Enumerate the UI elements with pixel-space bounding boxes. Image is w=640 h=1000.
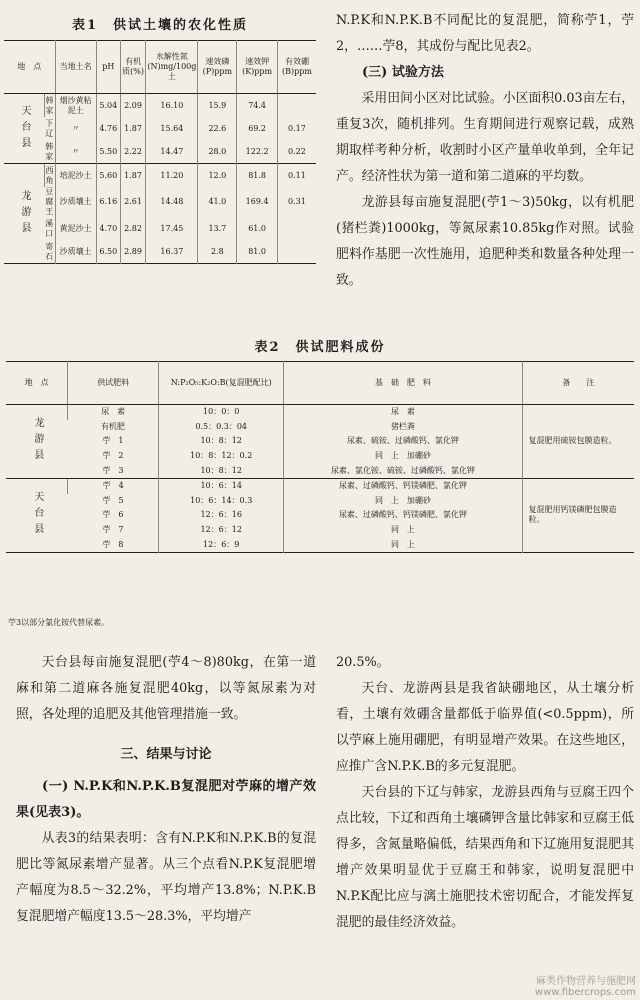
table-cell: 4.70 <box>96 217 120 240</box>
table2-header: 备 注 <box>522 362 634 405</box>
table-cell: 尿 素 <box>284 405 522 420</box>
paragraph: 20.5%。 <box>336 655 390 670</box>
table1-header: 有效硼(B)ppm <box>277 41 316 94</box>
table-cell: 溪口 <box>45 218 54 238</box>
table-cell: 2.22 <box>120 140 146 164</box>
table2-header: 供试肥料 <box>68 362 159 405</box>
table-cell: 5.50 <box>96 140 120 164</box>
table-cell: 尿 素 <box>68 405 159 420</box>
table-cell: 0.11 <box>277 164 316 188</box>
table2-county: 龙游县 <box>6 405 68 479</box>
table-cell: 5.60 <box>96 164 120 188</box>
table-cell: 苧 1 <box>102 436 124 446</box>
table-cell: 17.45 <box>146 217 198 240</box>
table-cell: 同 上 <box>284 537 522 552</box>
table-cell: 13.7 <box>198 217 237 240</box>
table-row <box>4 164 316 188</box>
table-cell: 11.20 <box>146 164 198 188</box>
table-cell: 0.22 <box>277 140 316 164</box>
table2-county: 天台县 <box>6 478 68 552</box>
table-cell: 韩家 <box>45 141 54 161</box>
table-cell: 苧 3 <box>102 465 124 475</box>
table-row <box>6 405 634 420</box>
paragraph: 采用田间小区对比试验。小区面积0.03亩左右，重复3次，随机排列。生育期间进行观察记载，成熟期取样考种分析，收割时小区产量单收单到，全年记产。经济性状为第一道和第二道麻的平均数。 <box>336 91 634 184</box>
table-cell: 16.10 <box>146 94 198 118</box>
table2-header: 地 点 <box>6 362 68 405</box>
table2-footnote: 苧3以部分氯化铵代替尿素。 <box>8 618 110 627</box>
table-cell: 12：6：9 <box>159 537 284 552</box>
table-cell: 16.37 <box>146 240 198 264</box>
table-cell: 〃 <box>55 117 96 140</box>
table-cell: 苧 4 <box>68 478 159 493</box>
table-cell: 10：8：12 <box>159 434 284 449</box>
table1-header: 水解性氮(N)mg/100g土 <box>146 41 198 94</box>
table-cell: 同 上 加硼砂 <box>284 449 522 464</box>
table-cell: 10：6：14 <box>159 478 284 493</box>
table1-header-row <box>4 41 316 94</box>
table-cell: 1.87 <box>120 117 146 140</box>
table-cell: 尿素、过磷酸钙、钙镁磷肥、氯化钾 <box>284 508 522 523</box>
table1 <box>4 40 316 264</box>
table-cell: 10：0：0 <box>159 405 284 420</box>
table1-header: 速效磷(P)ppm <box>198 41 237 94</box>
table-row <box>4 187 316 217</box>
table-cell: 苧 8 <box>102 539 124 549</box>
table-cell: 培泥沙土 <box>55 164 96 188</box>
table-cell: 0.17 <box>277 117 316 140</box>
table-row <box>4 117 316 140</box>
table-cell: 12：6：16 <box>159 508 284 523</box>
table-cell: 2.09 <box>120 94 146 118</box>
table-cell: 猪栏粪 <box>284 420 522 435</box>
table2-note: 复混肥用硫铵包膜造粒。 <box>522 405 634 479</box>
table-cell: 尿素、硫铵、过磷酸钙、氯化钾 <box>284 434 522 449</box>
table-cell: 烟沙黄粘泥土 <box>55 94 96 118</box>
table-cell: 苧 2 <box>102 451 124 461</box>
table1-county: 天台县 <box>4 94 44 164</box>
table1-county: 龙游县 <box>4 164 44 264</box>
paragraph: 天台县的下辽与韩家，龙游县西角与豆腐王四个点比较，下辽和西角土壤磷钾含量比韩家和豆腐王低得多，含氮量略偏低，结果西角和下辽施用复混肥其增产效果明显优于豆腐王和韩家，说明复混肥中N.P.K配比应与漓土施肥技术密切配合，才能发挥复混肥的最佳经济效益。 <box>336 785 634 930</box>
table-cell: 4.76 <box>96 117 120 140</box>
table-row <box>4 217 316 240</box>
table-cell <box>277 94 316 118</box>
watermark: 麻类作物营养与施肥网 www.fibercrops.com <box>534 976 636 998</box>
bottom-right-text <box>336 650 634 936</box>
table-cell: 0.5：0.3：04 <box>159 420 284 435</box>
table1-header: 有机质(%) <box>120 41 146 94</box>
table-cell: 12.0 <box>198 164 237 188</box>
table-cell: 10：6：14：0.3 <box>159 494 284 509</box>
table-cell <box>277 217 316 240</box>
paragraph: 天台、龙游两县是我省缺硼地区，从土壤分析看，土壤有效硼含量都低于临界值(<0.5ppm)，所以苧麻上施用硼肥，有明显增产效果。在这些地区，应推广含N.P.K.B的多元复混肥。 <box>336 681 634 774</box>
table-cell: 2.8 <box>198 240 237 264</box>
paragraph: N.P.K和N.P.K.B不同配比的复混肥，简称苧1，苧2，……苧8，其成份与配比见表2。 <box>336 13 634 54</box>
table-cell: 5.04 <box>96 94 120 118</box>
subsection-heading: (一) N.P.K和N.P.K.B复混肥对苧麻的增产效果(见表3)。 <box>16 779 316 820</box>
table-cell: 10：8：12 <box>159 463 284 478</box>
table-cell: 41.0 <box>198 187 237 217</box>
table-cell: 尿素、氯化铵、硫铵、过磷酸钙、氯化钾 <box>284 463 522 478</box>
paragraph: 天台县每亩施复混肥(苧4～8)80kg，在第一道麻和第二道麻各施复混肥40kg，以等氮尿素为对照，各处理的追肥及其他管理措施一致。 <box>16 655 316 722</box>
table-cell: 169.4 <box>237 187 278 217</box>
table-cell: 尿素、过磷酸钙、钙镁磷肥、氯化钾 <box>284 478 522 493</box>
table-cell: 沙质壤土 <box>55 187 96 217</box>
table-row <box>4 140 316 164</box>
table-cell: 同 上 <box>284 523 522 538</box>
table-cell: 同 上 加硼砂 <box>284 494 522 509</box>
right-top-text <box>336 8 634 294</box>
table-cell: 寄石 <box>45 241 54 261</box>
table-cell: 黄泥沙土 <box>55 217 96 240</box>
table-cell: 2.61 <box>120 187 146 217</box>
table-row <box>4 94 316 118</box>
table-cell: 6.50 <box>96 240 120 264</box>
table-cell: 15.64 <box>146 117 198 140</box>
table-cell: 沙质壤土 <box>55 240 96 264</box>
table-cell: 12：6：12 <box>159 523 284 538</box>
table-cell: 81.8 <box>237 164 278 188</box>
bottom-left-text <box>16 650 316 930</box>
table-cell: 1.87 <box>120 164 146 188</box>
table-cell: 69.2 <box>237 117 278 140</box>
table-row <box>4 240 316 264</box>
section-heading: 三、结果与讨论 <box>120 747 212 762</box>
table-cell: 下辽 <box>45 118 54 138</box>
table1-header: 当地土名 <box>55 41 96 94</box>
table-cell: 10：8：12：0.2 <box>159 449 284 464</box>
table-cell: 韩家 <box>44 94 55 118</box>
table-cell: 2.82 <box>120 217 146 240</box>
paragraph: 从表3的结果表明：含有N.P.K和N.P.K.B的复混肥比等氮尿素增产显著。从三个点看N.P.K复混肥增产幅度为8.5～32.2%，平均增产13.8%；N.P.K.B复混肥增产幅度13.5～28.3%，平均增产 <box>16 831 316 924</box>
table-cell: 122.2 <box>237 140 278 164</box>
table-cell: 苧 6 <box>102 510 124 520</box>
table2-note: 复混肥用钙镁磷肥包膜造粒。 <box>522 478 634 552</box>
table-cell: 2.89 <box>120 240 146 264</box>
table-cell: 有机肥 <box>100 421 125 431</box>
section-heading: (三) 试验方法 <box>362 65 444 80</box>
table2-caption: 表2 供试肥料成份 <box>254 340 386 355</box>
table-cell: 15.9 <box>198 94 237 118</box>
table-cell: 西角 <box>44 164 55 188</box>
table-cell: 28.0 <box>198 140 237 164</box>
table-cell <box>277 240 316 264</box>
table-cell: 豆腐王 <box>45 187 54 216</box>
table-cell: 81.0 <box>237 240 278 264</box>
table2 <box>6 361 634 553</box>
table-cell: 0.31 <box>277 187 316 217</box>
table-row <box>6 478 634 493</box>
table-cell: 22.6 <box>198 117 237 140</box>
table-cell: 6.16 <box>96 187 120 217</box>
table2-header: 基 础 肥 料 <box>284 362 522 405</box>
table1-header: 地 点 <box>4 41 55 94</box>
table1-header: pH <box>96 41 120 94</box>
paragraph: 龙游县每亩施复混肥(苧1～3)50kg，以有机肥(猪栏粪)1000kg，等氮尿素10.85kg作对照。试验肥料作基肥一次性施用，追肥种类和数量各种处理一致。 <box>336 195 634 288</box>
table2-header: N:P₂O₅:K₂O:B(复混肥配比) <box>159 362 284 405</box>
table-cell: 苧 5 <box>102 495 124 505</box>
table-cell: 〃 <box>55 140 96 164</box>
table2-header-row <box>6 362 634 405</box>
table-cell: 61.0 <box>237 217 278 240</box>
table-cell: 14.48 <box>146 187 198 217</box>
table-cell: 74.4 <box>237 94 278 118</box>
table-cell: 14.47 <box>146 140 198 164</box>
table1-header: 速效钾(K)ppm <box>237 41 278 94</box>
table1-caption: 表1 供试土壤的农化性质 <box>71 18 249 33</box>
table-cell: 苧 7 <box>102 525 124 535</box>
